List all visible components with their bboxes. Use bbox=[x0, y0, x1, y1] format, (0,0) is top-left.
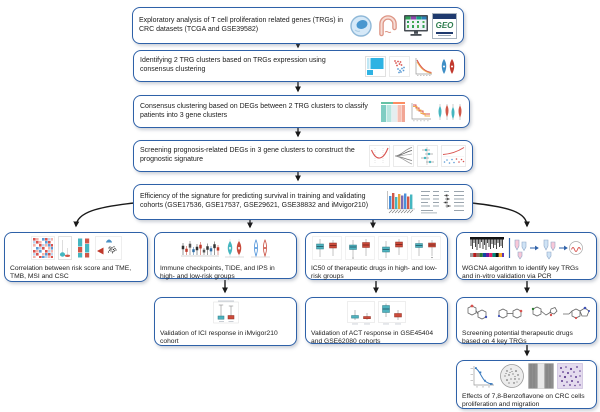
ic50-boxplot-icon bbox=[378, 236, 408, 260]
violin-pair-icon bbox=[437, 56, 458, 77]
colony-icon bbox=[499, 363, 525, 389]
molecule-icon bbox=[462, 303, 492, 323]
lasso-cv-icon bbox=[369, 145, 390, 167]
ic50-boxplot-icon bbox=[411, 236, 441, 260]
branchB1-text: Immune checkpoints, TIDE, and IPS in high- and low-risk groups bbox=[160, 265, 275, 281]
tme-heatmap-icon bbox=[31, 236, 55, 260]
flow-box-gene-clusters bbox=[133, 95, 470, 128]
flow-box-immune-checkpoints bbox=[154, 232, 297, 279]
flow-box-benzoflavone-effects bbox=[456, 360, 597, 409]
flow-box-prognostic-signature bbox=[133, 140, 473, 172]
monitor-icon bbox=[403, 14, 429, 37]
violin-open-icon bbox=[249, 237, 272, 260]
checkpoint-boxplots-icon bbox=[180, 237, 220, 260]
arrow-step5-branchA bbox=[76, 203, 134, 226]
flow-box-act-validation bbox=[305, 297, 448, 344]
bar-chart-icon bbox=[385, 189, 417, 215]
molecule-icon bbox=[495, 303, 525, 323]
molecule-icon bbox=[528, 303, 558, 323]
flow-box-risk-correlation bbox=[4, 232, 148, 282]
wgcna-icon bbox=[469, 236, 505, 260]
branchD2-text: Screening potential therapeutic drugs based on 4 key TRGs bbox=[462, 330, 573, 346]
step5-text: Efficiency of the signature for predicting survival in training and validating cohorts (GSE17536, GSE17537, GSE29621, GSE38832 and iMvigor210) bbox=[140, 193, 369, 209]
step2-text: Identifying 2 TRG clusters based on TRGs expression using consensus clustering bbox=[140, 57, 326, 73]
scratch-icon bbox=[528, 363, 554, 389]
molecule-icon bbox=[561, 303, 591, 323]
ic50-boxplot-icon bbox=[312, 236, 342, 260]
stacked-bars-icon bbox=[75, 236, 92, 260]
msi-violin-icon bbox=[58, 236, 72, 260]
transwell-icon bbox=[557, 363, 583, 389]
act-boxplot-icon bbox=[347, 301, 375, 325]
geo-logo-text: GEO bbox=[435, 20, 454, 30]
branchA-text: Correlation between risk score and TME, TMB, MSI and CSC bbox=[10, 265, 132, 281]
step4-text: Screening prognosis-related DEGs in 3 gene clusters to construct the prognostic signature bbox=[140, 147, 355, 163]
dose-curve-icon bbox=[470, 364, 496, 389]
heatmap-icon bbox=[380, 101, 406, 123]
step3-text: Consensus clustering based on DEGs between 2 TRG clusters to classify patients into 3 gene clusters bbox=[140, 102, 368, 119]
violin-filled-icon bbox=[223, 237, 246, 260]
risk-curve-icon bbox=[441, 145, 466, 167]
cell-icon bbox=[349, 14, 373, 38]
branchC2-text: Validation of ACT response in GSE45404 and GSE62080 cohorts bbox=[311, 330, 434, 346]
flow-box-signature-efficiency bbox=[133, 184, 473, 220]
flow-box-drug-screening bbox=[456, 297, 597, 344]
arrow-step5-branchD bbox=[472, 203, 527, 226]
act-boxplot-icon bbox=[378, 301, 406, 325]
colon-icon bbox=[376, 14, 400, 38]
step1-text: Exploratory analysis of T cell proliferation related genes (TRGs) in CRC datasets (TCGA and GSE39582) bbox=[139, 16, 343, 33]
flow-box-ici-validation bbox=[154, 297, 297, 346]
branchB2-text: Validation of ICI response in iMvigor210 cohort bbox=[160, 330, 278, 346]
pcr-icon bbox=[508, 236, 584, 260]
cdf-curve-icon bbox=[413, 56, 434, 77]
coef-path-icon bbox=[393, 145, 414, 167]
flow-box-trg-clusters bbox=[133, 50, 465, 82]
branchD1-text: WGCNA algorithm to identify key TRGs and in-vitro validation via PCR bbox=[462, 265, 579, 281]
ic50-boxplot-icon bbox=[345, 236, 375, 260]
geo-logo bbox=[432, 13, 457, 39]
scatter-icon bbox=[389, 56, 410, 77]
forest-table-icon bbox=[420, 189, 466, 215]
flow-cytometry-icon bbox=[95, 236, 122, 260]
flow-box-exploratory-analysis bbox=[132, 7, 464, 44]
survival-curve-icon bbox=[409, 101, 433, 123]
forest-dot-icon bbox=[417, 145, 438, 167]
consensus-matrix-icon bbox=[365, 56, 386, 77]
branchD3-text: Effects of 7,8-Benzoflavone on CRC cells proliferation and migration bbox=[462, 393, 585, 409]
violin-group-icon bbox=[436, 101, 463, 123]
flow-box-ic50-drugs bbox=[305, 232, 448, 280]
branchC1-text: IC50 of therapeutic drugs in high- and low-risk groups bbox=[311, 265, 438, 281]
geo-logo-bar bbox=[433, 14, 456, 19]
flow-box-wgcna-pcr bbox=[456, 232, 597, 280]
ici-boxplot-icon bbox=[213, 300, 239, 326]
